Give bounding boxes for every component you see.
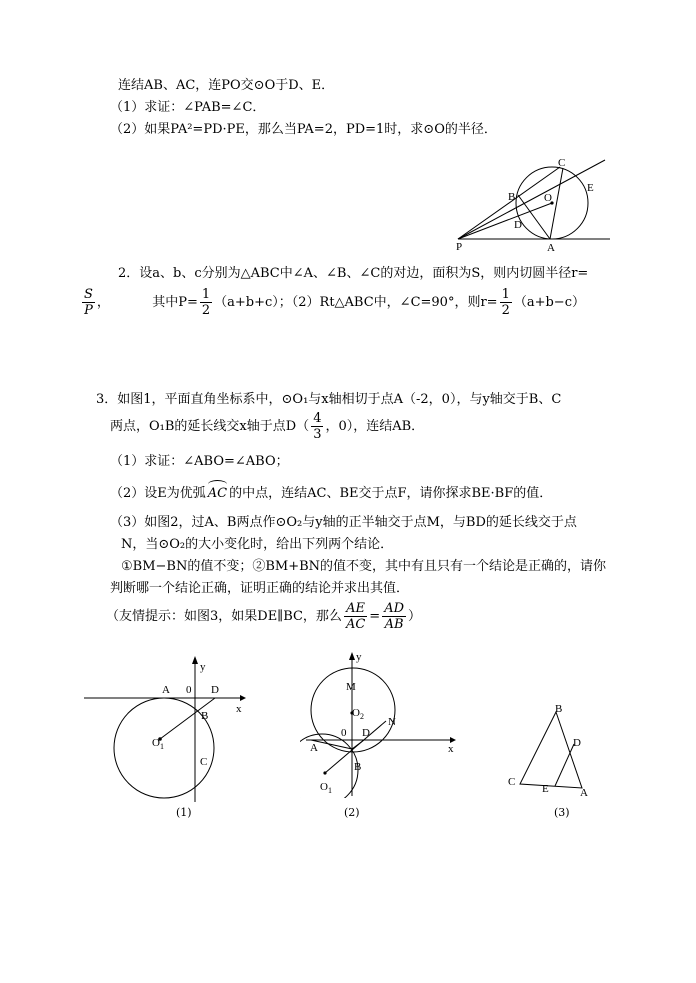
label-d: D <box>573 737 581 749</box>
p1-line1: 连结AB、AC，连PO交⊙O于D、E． <box>118 78 335 93</box>
label-a: A <box>580 787 588 799</box>
label-a: A <box>162 684 170 696</box>
label-d: D <box>211 684 219 696</box>
label-b: B <box>508 191 516 203</box>
figure-3 <box>500 700 610 800</box>
fraction-ae-ac: $\frac{AE}{AC}$ <box>345 601 366 632</box>
p3-hint: （友情提示：如图3，如果DE∥BC，那么 $\frac{AE}{AC}$ = $\frac{AD}{AB}$ ） <box>106 601 422 632</box>
p3-question3-b: N，当⊙O₂的大小变化时，给出下列两个结论． <box>121 537 394 552</box>
label-origin: 0 <box>186 684 192 696</box>
fraction-one-half-2: $\frac{1}{2}$ <box>501 287 510 318</box>
label-x: x <box>236 703 242 715</box>
p3-question3-d: 判断哪一个结论正确，证明正确的结论并求出其值． <box>110 581 410 596</box>
caption-fig2: (2) <box>344 806 360 819</box>
fraction-ad-ab: $\frac{AD}{AB}$ <box>384 601 404 632</box>
fraction-one-half: $\frac{1}{2}$ <box>201 287 211 318</box>
y-arrow <box>192 656 198 664</box>
p3-question1: （1）求证：∠ABO=∠ABO； <box>110 454 289 469</box>
label-e: E <box>587 182 594 194</box>
label-b: B <box>555 703 563 715</box>
segment-pd <box>458 203 552 239</box>
center-o1 <box>323 771 326 774</box>
secant-pe <box>458 160 605 239</box>
p3-line1: 3．如图1，平面直角坐标系中，⊙O₁与x轴相切于点A（-2，0），与y轴交于B、C <box>96 392 562 407</box>
circle-o1 <box>114 698 214 798</box>
label-c: C <box>558 157 566 169</box>
label-d: D <box>362 727 370 739</box>
label-y: y <box>200 661 206 673</box>
p1-question1: （1）求证：∠PAB=∠C． <box>110 100 266 115</box>
label-o: O <box>544 192 552 204</box>
fraction-four-thirds: $\frac{4}{3}$ <box>313 411 322 442</box>
label-a: A <box>310 742 318 754</box>
p3-question2: （2）设E为优弧 AC 的中点，连结AC、BE交于点F，请你探求BE·BF的值． <box>110 485 552 503</box>
label-o1: $O_1$ <box>320 781 332 795</box>
x-arrow <box>240 695 246 701</box>
caption-fig1: (1) <box>176 806 192 819</box>
label-o1: $O_1$ <box>152 737 164 751</box>
arc-ac: AC <box>208 485 227 503</box>
label-origin: 0 <box>341 727 347 739</box>
label-b: B <box>354 761 362 773</box>
label-c: C <box>508 776 516 788</box>
label-p: P <box>456 241 463 253</box>
label-n: N <box>388 716 396 728</box>
figure-2 <box>300 648 470 798</box>
label-x: x <box>448 743 454 755</box>
label-e: E <box>542 783 549 795</box>
label-m: M <box>346 681 356 693</box>
label-b: B <box>201 710 209 722</box>
p2-line1: 2．设a、b、c分别为△ABC中∠A、∠B、∠C的对边，面积为S，则内切圆半径r= <box>118 266 589 281</box>
triangle-abc <box>520 712 582 788</box>
p3-question3-c: ①BM−BN的值不变；②BM+BN的值不变，其中有且只有一个结论是正确的，请你 <box>121 559 607 574</box>
p2-line2: $\frac{S}{P}$ ， 其中P= $\frac{1}{2}$ （a+b+c）；（2）Rt△ABC中，∠C=90°，则r= $\frac{1}{2}$ （a+b−c） <box>84 287 585 318</box>
figure-1 <box>80 650 260 805</box>
label-y: y <box>356 651 362 663</box>
label-c: C <box>200 756 208 768</box>
p3-question3-a: （3）如图2，过A、B两点作⊙O₂与y轴的正半轴交于点M，与BD的延长线交于点 <box>110 515 577 530</box>
y-arrow <box>349 652 355 660</box>
p3-line2: 两点，O₁B的延长线交x轴于点D（ $\frac{4}{3}$ ，0），连结AB． <box>110 411 425 442</box>
label-a: A <box>547 242 555 254</box>
caption-fig3: (3) <box>554 806 570 819</box>
fraction-s-over-p: $\frac{S}{P}$ <box>84 287 93 318</box>
p1-question2: （2）如果PA²=PD·PE，那么当PA=2，PD=1时，求⊙O的半径． <box>110 122 497 137</box>
segment-de <box>555 744 574 786</box>
chord-b-d <box>352 740 364 749</box>
label-o2: $O_2$ <box>352 707 364 721</box>
figure-circle-secant <box>450 152 620 254</box>
label-d: D <box>514 219 522 231</box>
